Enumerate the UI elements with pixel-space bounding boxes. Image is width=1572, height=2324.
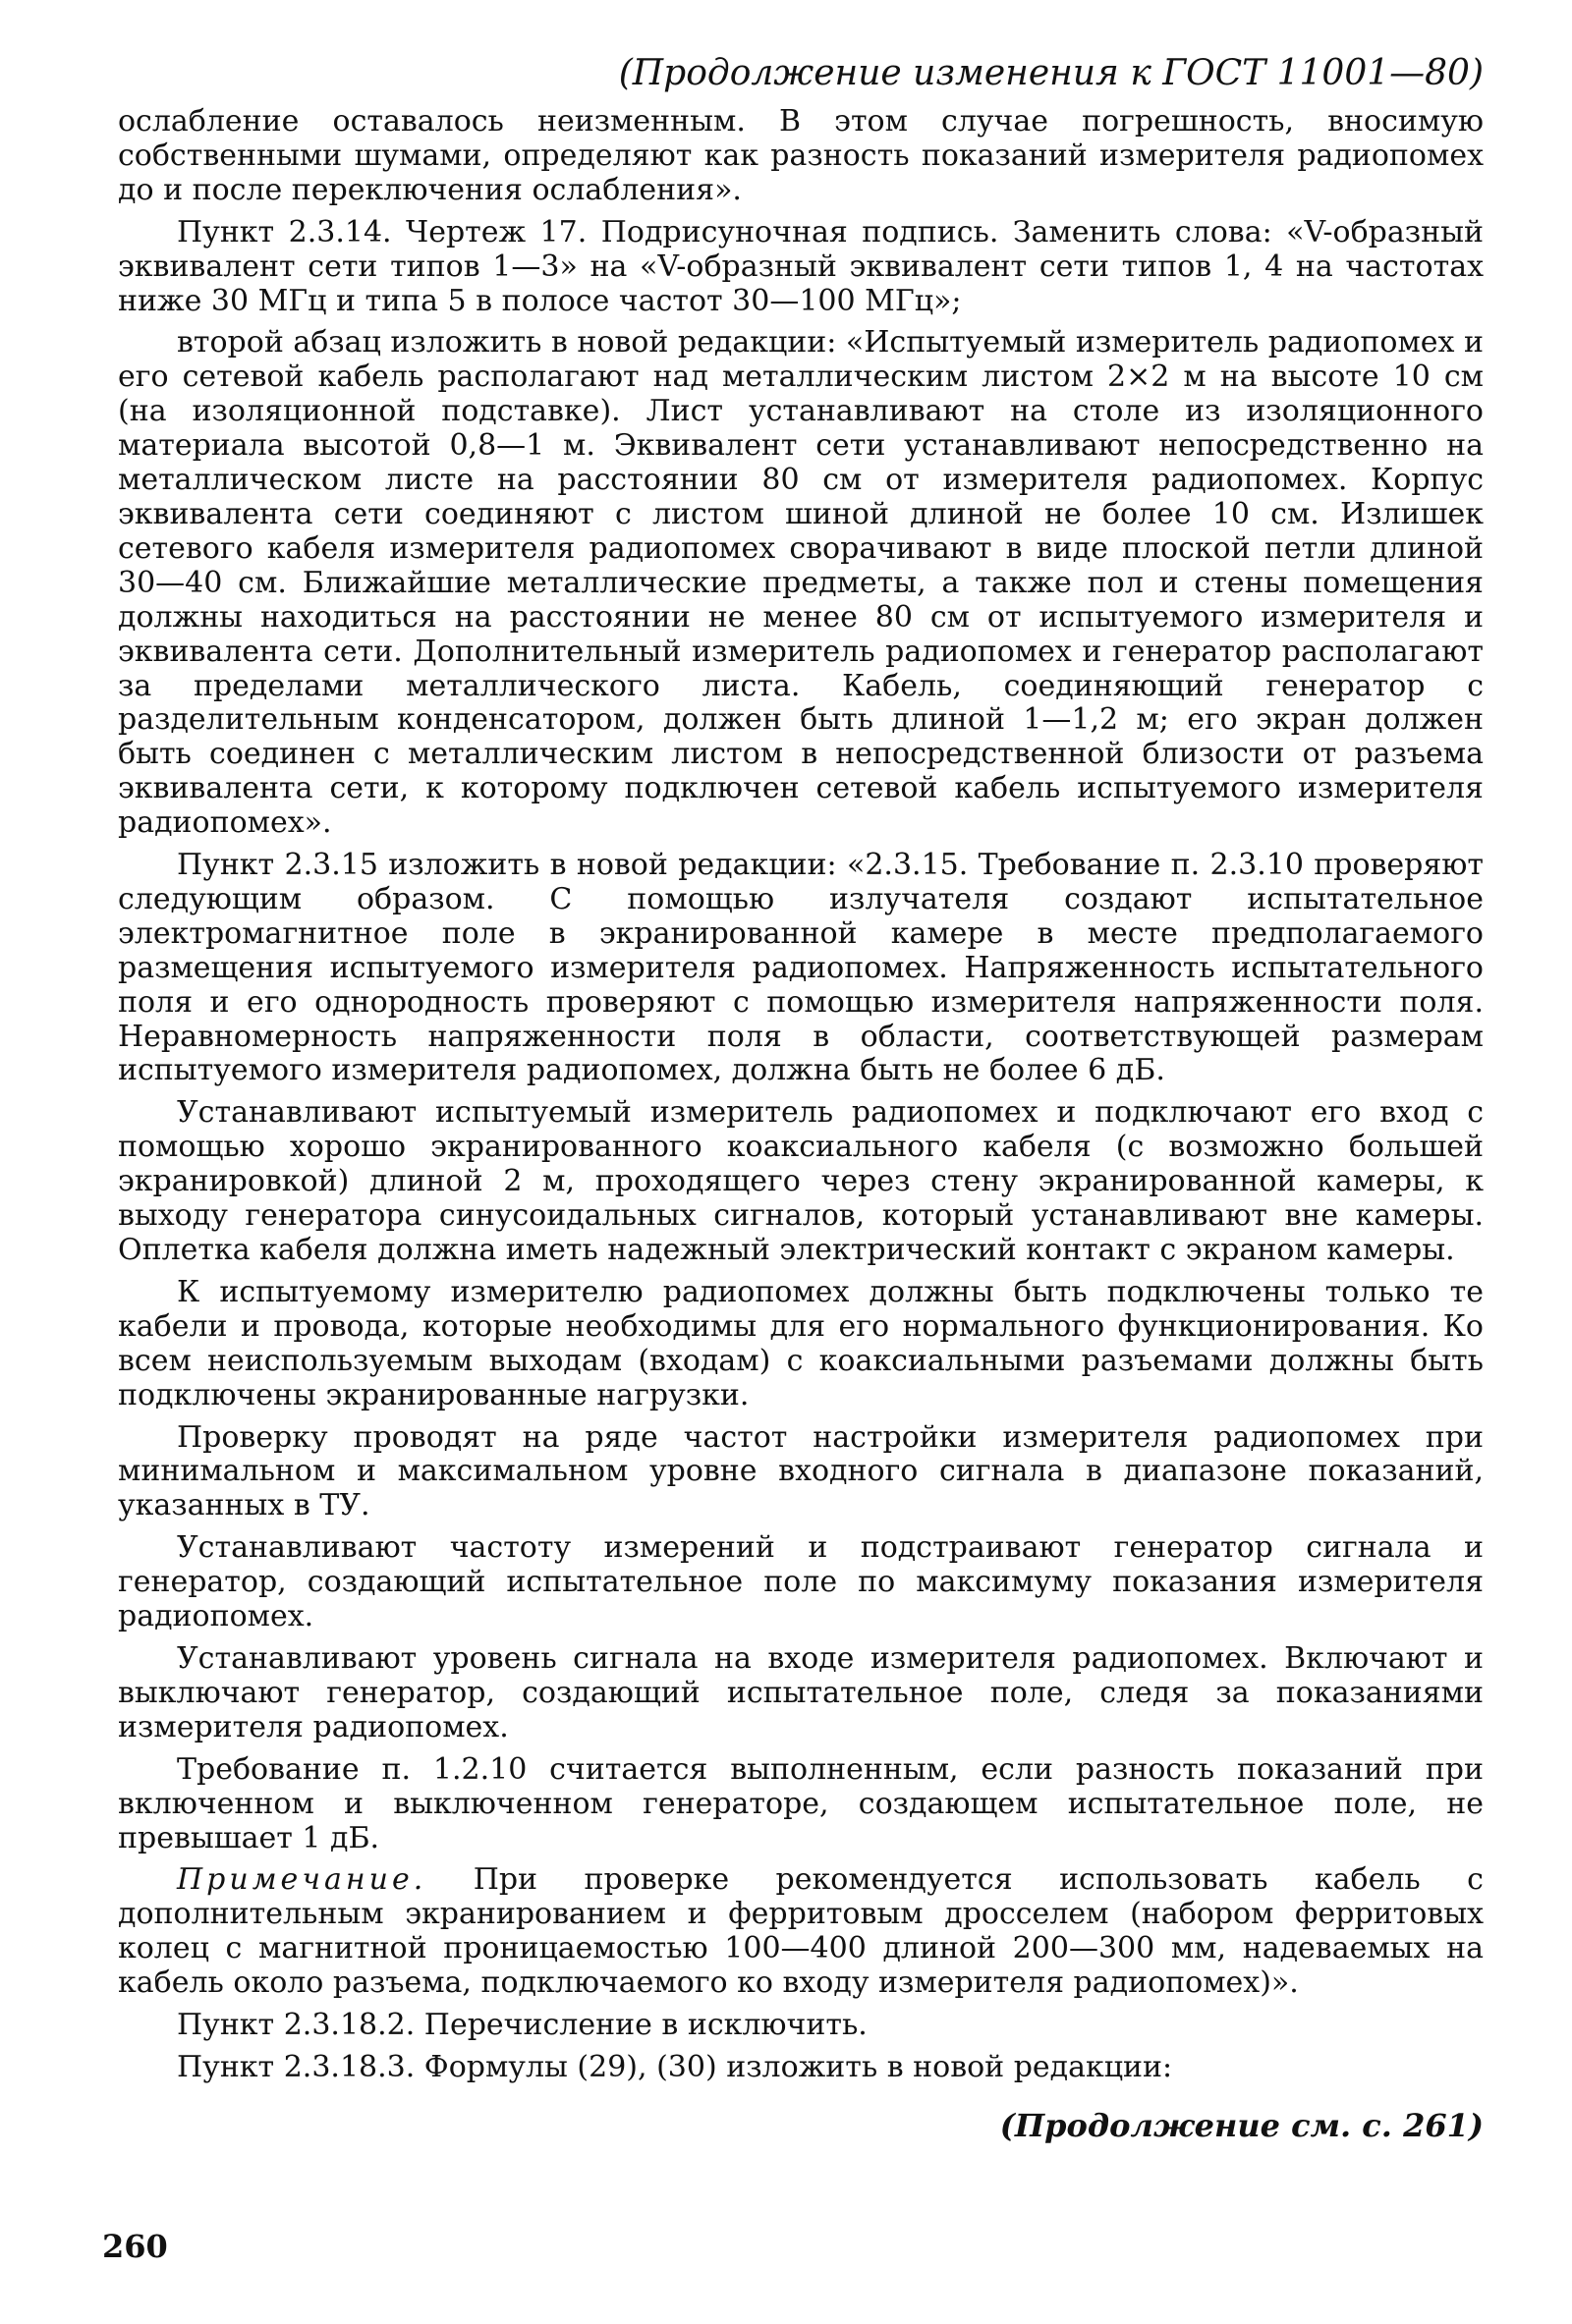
continuation-note: (Продолжение см. с. 261): [999, 2106, 1484, 2144]
paragraph-second-abzac: второй абзац изложить в новой редакции: «Испытуемый измеритель радиопомех и его сетевой кабель располагают над металлическим листом 2×2 м на высоте 10 см (на изоляционной подставке). Лист устанавливают на столе из изоляционного материала высотой 0,8—1 м. Эквивалент сети устанавливают непосредственно на металлическом листе на расстоянии 80 см от измерителя радиопомех. Корпус эквивалента сети соединяют с листом шиной длиной не более 10 см. Излишек сетевого кабеля измерителя радиопомех сворачивают в виде плоской петли длиной 30—40 см. Ближайшие металлические предметы, а также пол и стены помещения должны находиться на расстоянии не менее 80 см от испытуемого измерителя и эквивалента сети. Дополнительный измеритель радиопомех и генератор располагают за пределами металлического листа. Кабель, соединяющий генератор с разделительным конденсатором, должен быть длиной 1—1,2 м; его экран должен быть соединен с металлическим листом в непосредственной близости от разъема эквивалента сети, к которому подключен сетевой кабель испытуемого измерителя радиопомех».: [118, 325, 1484, 841]
paragraph-frequencies: Проверку проводят на ряде частот настройки измерителя радиопомех при минимальном и максимальном уровне входного сигнала в диапазоне показаний, указанных в ТУ.: [118, 1419, 1484, 1523]
running-header: (Продолжение изменения к ГОСТ 11001—80): [618, 53, 1484, 93]
document-page: [118, 53, 1484, 2144]
paragraph-setup: Устанавливают испытуемый измеритель радиопомех и подключают его вход с помощью хорошо экранированного коаксиального кабеля (с возможно большей экранировкой) длиной 2 м, проходящего через стену экранированной камеры, к выходу генератора синусоидальных сигналов, который устанавливают вне камеры. Оплетка кабеля должна иметь надежный электрический контакт с экраном камеры.: [118, 1095, 1484, 1267]
item-2-3-18-3: Пункт 2.3.18.3. Формулы (29), (30) изложить в новой редакции:: [177, 2049, 1173, 2084]
paragraph-item-2-3-15: Пункт 2.3.15 изложить в новой редакции: «2.3.15. Требование п. 2.3.10 проверяют следующим образом. С помощью излучателя создают испытательное электромагнитное поле в экранированной камере в месте предполагаемого размещения испытуемого измерителя радиопомех. Напряженность испытательного поля и его однородность проверяют с помощью измерителя напряженности поля. Неравномерность напряженности поля в области, соответствующей размерам испытуемого измерителя радиопомех, должна быть не более 6 дБ.: [118, 848, 1484, 1088]
note-text: При проверке рекомендуется использовать кабель с дополнительным экранированием и ферритовым дросселем (набором ферритовых колец с магнитной проницаемостью 100—400 длиной 200—300 мм, надеваемых на кабель около разъема, подключаемого ко входу измерителя радиопомех)».: [118, 1862, 1484, 2001]
note-label: Примечание.: [177, 1862, 427, 1898]
item-2-3-18-2: Пункт 2.3.18.2. Перечисление в исключить.: [177, 2008, 868, 2043]
paragraph-requirement: Требование п. 1.2.10 считается выполненным, если разность показаний при включенном и выключенном генераторе, создающем испытательное поле, не превышает 1 дБ.: [118, 1751, 1484, 1855]
paragraph-continuation: ослабление оставалось неизменным. В этом случае погрешность, вносимую собственными шумами, определяют как разность показаний измерителя радиопомех до и после переключения ослабления».: [118, 104, 1484, 207]
paragraph-cables: К испытуемому измерителю радиопомех должны быть подключены только те кабели и провода, которые необходимы для его нормального функционирования. Ко всем неиспользуемым выходам (входам) с коаксиальными разъемами должны быть подключены экранированные нагрузки.: [118, 1274, 1484, 1412]
page-number: 260: [102, 2228, 168, 2265]
paragraph-signal-level: Устанавливают уровень сигнала на входе измерителя радиопомех. Включают и выключают генератор, создающий испытательное поле, следя за показаниями измерителя радиопомех.: [118, 1640, 1484, 1744]
paragraph-tuning: Устанавливают частоту измерений и подстраивают генератор сигнала и генератор, создающий испытательное поле по максимуму показания измерителя радиопомех.: [118, 1530, 1484, 1634]
note-paragraph: [118, 1863, 1484, 2001]
paragraph-item-2-3-14: Пункт 2.3.14. Чертеж 17. Подрисуночная подпись. Заменить слова: «V-образный эквивалент сети типов 1—3» на «V-образный эквивалент сети типов 1, 4 на частотах ниже 30 МГц и типа 5 в полосе частот 30—100 МГц»;: [118, 214, 1484, 318]
